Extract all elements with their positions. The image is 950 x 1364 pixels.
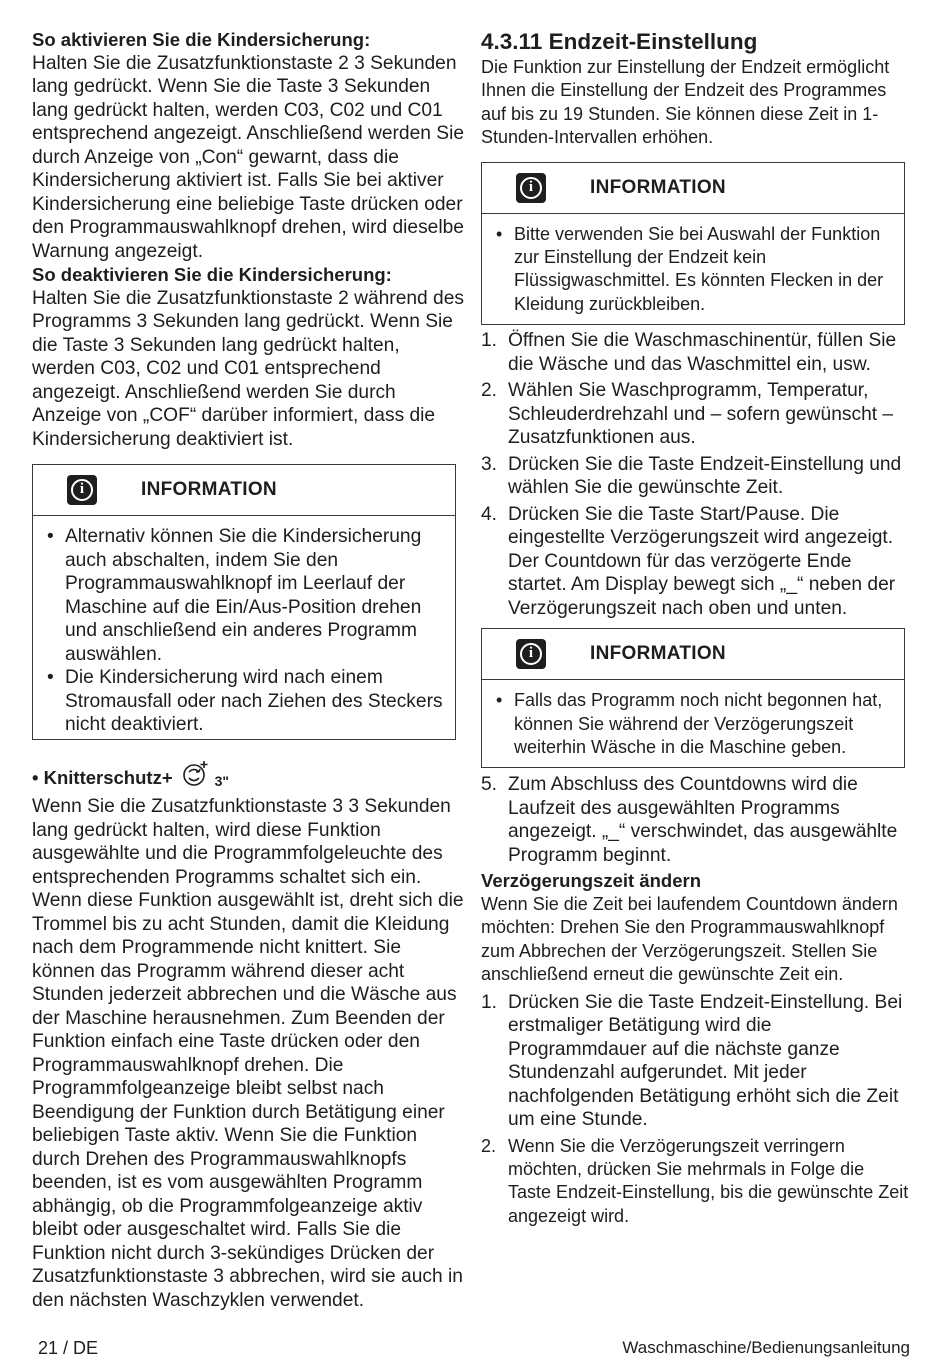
section-title: 4.3.11 Endzeit-Einstellung [481,29,758,54]
change-text: Wenn Sie die Zeit bei laufendem Countdown ändern möchten: Drehen Sie den Programmauswahlknopf zum Abbrechen der Verzögerungszeit. Stellen Sie anschließend erneut die gewünschte Zeit ein. [481,893,898,985]
steps-list-a [481,329,909,620]
list-item [481,991,909,1132]
info-bullets [33,516,455,739]
step-number: 2. [481,380,498,402]
drum-rotation-icon [179,758,215,796]
step-text: Drücken Sie die Taste Endzeit-Einstellung. Bei erstmaliger Betätigung wird die Programmdauer auf die nächste ganze Stundenzahl aufgerundet. Mit jeder nachfolgenden Betätigung erhöht sich die Zeit um eine Stunde. [508,991,903,1131]
step-text: Drücken Sie die Taste Start/Pause. Die eingestellte Verzögerungszeit wird angezeigt. Der Countdown für das verzögerte Ende startet. Am Display bewegt sich „_“ neben der Verzögerungszeit nach oben und unten. [508,503,896,619]
info-box-header [482,629,904,680]
page-number: 21 / DE [38,1338,99,1358]
list-item [481,503,909,621]
step-number: 1. [481,991,498,1013]
step-text: Zum Abschluss des Countdowns wird die Laufzeit des ausgewählten Programms angezeigt. „_“ verschwindet, das ausgewählte Programm beginnt. [508,774,898,866]
step-text: Wenn Sie die Verzögerungszeit verringern möchten, drücken Sie mehrmals in Folge die Taste Endzeit-Einstellung, bis die gewünschte Zeit angezeigt wird. [508,1135,909,1226]
step-number: 5. [481,774,498,796]
steps-list-c [481,991,909,1229]
info-box-header [33,465,455,516]
step-number: 1. [481,330,498,352]
step-number: 3. [481,453,498,475]
list-item [481,1135,909,1229]
list-item [481,773,909,867]
section-intro: Die Funktion zur Einstellung der Endzeit ermöglicht Ihnen die Einstellung der Endzeit des Programmes auf bis zu 19 Stunden. Sie können diese Zeit in 1-Stunden-Intervallen erhöhen. [481,57,890,148]
deactivate-heading: So deaktivieren Sie die Kindersicherung: [32,264,392,285]
info-bullets [482,680,904,767]
knitter-heading-text: • Knitterschutz+ [32,766,173,788]
info-box-right-1 [481,162,905,326]
info-box-left [32,464,456,740]
info-box-right-2 [481,628,905,768]
knitter-icon-label: 3" [214,772,230,789]
step-number: 2. [481,1135,497,1156]
steps-list-b [481,773,909,867]
activate-text: Halten Sie die Zusatzfunktionstaste 2 3 Sekunden lang gedrückt. Wenn Sie die Taste 3 Sekunden lang gedrückt halten, werden C03, C02 und C01 entsprechend angezeigt. Anschließend werden Sie durch Anzeige von „Con“ gewarnt, dass die Kindersicherung aktiviert ist. Falls Sie bei aktiver Kindersicherung eine beliebige Taste drücken oder den Programmauswahlknopf drehen, wird dieselbe Warnung angezeigt. [32,52,465,262]
right-column [481,28,909,1228]
info-icon: i [67,475,97,505]
change-heading: Verzögerungszeit ändern [481,870,701,892]
left-column [32,28,464,1312]
step-number: 4. [481,503,498,525]
list-item: • Die Kindersicherung wird nach einem Stromausfall oder nach Ziehen des Steckers nicht deaktiviert. [47,666,445,737]
step-text: Öffnen Sie die Waschmaschinentür, füllen Sie die Wäsche und das Waschmittel ein, usw. [508,330,897,375]
list-item [481,379,909,450]
list-item [481,329,909,376]
info-icon: i [516,639,546,669]
info-box-title: INFORMATION [141,479,277,500]
step-text: Drücken Sie die Taste Endzeit-Einstellung und wählen Sie die gewünschte Zeit. [508,453,902,499]
list-item: • Alternativ können Sie die Kindersicherung auch abschalten, indem Sie den Programmauswahlknopf im Leerlauf der Maschine auf die Ein/Aus-Position drehen und anschließend ein anderes Programm auswählen. [47,525,445,666]
footer-title: Waschmaschine/Bedienungsanleitung [622,1338,910,1357]
activate-heading: So aktivieren Sie die Kindersicherung: [32,29,371,50]
info-box-title: INFORMATION [590,643,726,665]
info-bullets [482,214,904,325]
knitter-text: Wenn Sie die Zusatzfunktionstaste 3 3 Sekunden lang gedrückt halten, wird diese Funktion ausgewählte und die Programmfolgeleuchte des entsprechenden Programms schaltet sich ein. Wenn diese Funktion ausgewählt ist, dreht sich die Trommel bis zu acht Stunden, damit die Kleidung nach dem Programmende nicht knittert. Sie können das Programm während dieser acht Stunden jederzeit abbrechen und die Wäsche aus der Maschine herausnehmen. Zum Beenden der Funktion einfach eine Taste drücken oder den Programmauswahlknopf drehen. Die Programmfolgeanzeige bleibt selbst nach Beendigung der Funktion durch Betätigung einer beliebigen Taste aktiv. Wenn Sie die Funktion durch Drehen des Programmauswahlknopfs beenden, ist es vom ausgewählten Programm abhängig, ob die Programmfolgeanzeige aktiv bleibt oder ausgeschaltet wird. Falls Sie die Funktion nicht durch 3-sekündiges Drücken der Zusatzfunktionstaste 3 abbrechen, wird sie auch in den nächsten Waschzyklen verwendet. [32,796,464,1311]
info-icon: i [516,173,546,203]
info-box-header [482,163,904,214]
knitter-heading [32,758,464,796]
info-box-title: INFORMATION [590,176,726,198]
list-item [481,453,909,500]
list-item: • Falls das Programm noch nicht begonnen hat, können Sie während der Verzögerungszeit weiterhin Wäsche in die Maschine geben. [496,689,894,759]
list-item: • Bitte verwenden Sie bei Auswahl der Funktion zur Einstellung der Endzeit kein Flüssigwaschmittel. Es könnten Flecken in der Kleidung zurückbleiben. [496,223,894,317]
deactivate-text: Halten Sie die Zusatzfunktionstaste 2 während des Programms 3 Sekunden lang gedrückt. Wenn Sie die Taste 3 Sekunden lang gedrückt halten, werden C03, C02 und C01 entsprechend angezeigt. Anschließend werden Sie durch Anzeige von „COF“ darüber informiert, dass die Kindersicherung deaktiviert ist. [32,287,464,450]
step-text: Wählen Sie Waschprogramm, Temperatur, Schleuderdrehzahl und – sofern gewünscht – Zusatzfunktionen aus. [508,380,894,449]
